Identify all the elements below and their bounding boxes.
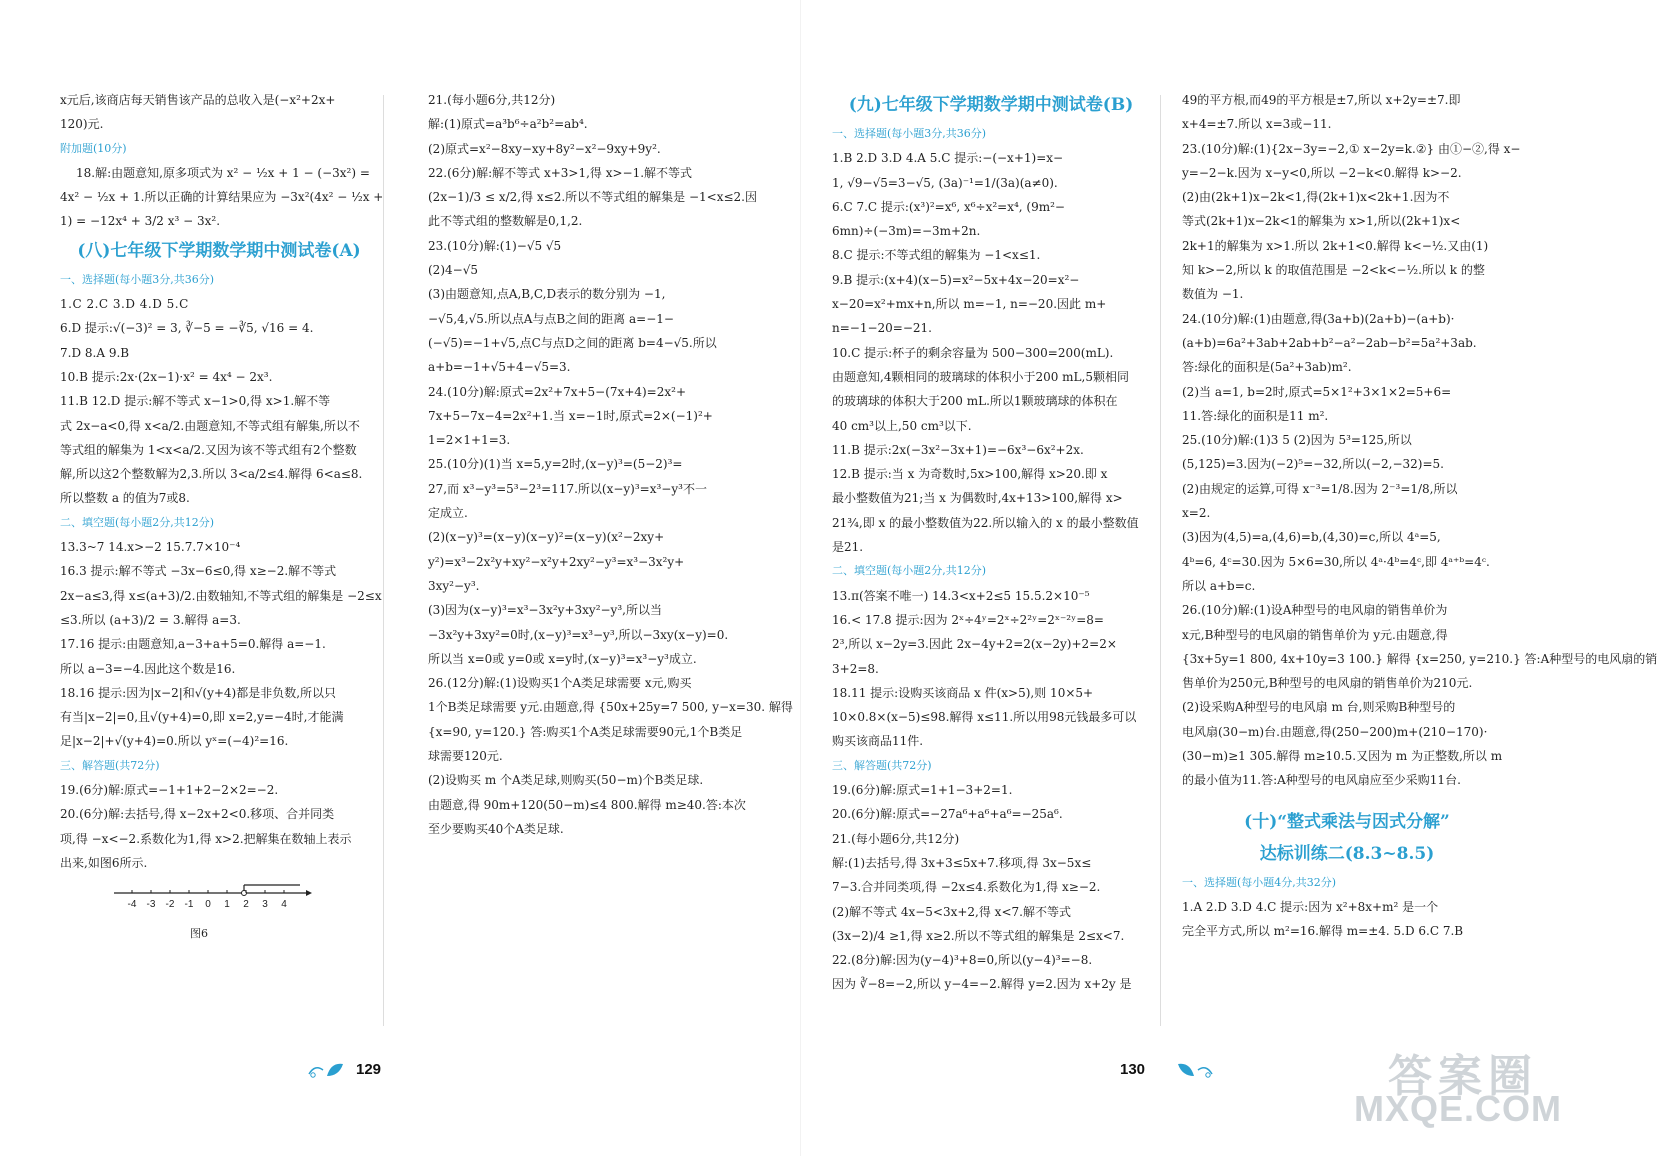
text-line: 8.C 提示:不等式组的解集为 −1<x≤1. <box>832 248 1041 263</box>
text-line: 1.C 2.C 3.D 4.D 5.C <box>60 297 189 312</box>
page-gutter <box>800 0 801 1156</box>
section-title: (九)七年级下学期数学期中测试卷(B) <box>848 95 1134 115</box>
text-line: 7.D 8.A 9.B <box>60 345 130 360</box>
text-line: 答:绿化的面积是(5a²+3ab)m². <box>1182 360 1352 375</box>
text-line: −3x²y+3xy²=0时,(x−y)³=x³−y³,所以−3xy(x−y)=0. <box>428 627 729 642</box>
text-line: 式 2x−a<0,得 x<a/2.由题意知,不等式组有解集,所以不 <box>60 418 360 433</box>
text-line: 21¾,即 x 的最小整数值为22.所以输入的 x 的最小整数值 <box>832 515 1139 530</box>
section-heading: 附加题(10分) <box>60 141 127 155</box>
text-line: 19.(6分)解:原式=1+1−3+2=1. <box>832 783 1013 798</box>
section-title: (十)“整式乘法与因式分解” <box>1244 811 1450 832</box>
text-line: x=2. <box>1182 506 1211 521</box>
text-line: 由题意,得 90m+120(50−m)≤4 800.解得 m≥40.答:本次 <box>428 797 746 812</box>
text-line: {3x+5y=1 800, 4x+10y=3 100.} 解得 {x=250, y=210.} 答:A种型号的电风扇的销 <box>1182 651 1657 666</box>
text-line: 球需要120元. <box>428 749 503 764</box>
text-line: 2k+1的解集为 x>1.所以 2k+1<0.解得 k<−½.又由(1) <box>1182 238 1489 253</box>
number-line-label: -2 <box>165 899 175 911</box>
column-4 <box>1182 88 1657 944</box>
text-line: 所以 a−3=−4.因此这个数是16. <box>60 661 236 676</box>
text-line: 20.(6分)解:原式=−27a⁶+a⁶+a⁶=−25a⁶. <box>832 807 1063 822</box>
text-line: 7x+5−7x−4=2x²+1.当 x=−1时,原式=2×(−1)²+ <box>428 408 713 423</box>
text-line: (2x−1)/3 ≤ x/2,得 x≤2.所以不等式组的解集是 −1<x≤2.因 <box>428 190 757 205</box>
section-heading: 三、解答题(共72分) <box>832 758 932 772</box>
text-line: 11.B 12.D 提示:解不等式 x−1>0,得 x>1.解不等 <box>60 394 331 409</box>
text-line: 25.(10分)(1)当 x=5,y=2时,(x−y)³=(5−2)³= <box>428 457 683 472</box>
text-line: 3xy²−y³. <box>428 578 480 593</box>
text-line: 购买该商品11件. <box>832 734 924 749</box>
text-line: 完全平方式,所以 m²=16.解得 m=±4. 5.D 6.C 7.B <box>1182 924 1464 939</box>
text-line: 20.(6分)解:去括号,得 x−2x+2<0.移项、合并同类 <box>60 807 335 822</box>
text-line: 13.3~7 14.x>−2 15.7.7×10⁻⁴ <box>60 540 241 555</box>
text-line: (2)(x−y)³=(x−y)(x−y)²=(x−y)(x²−2xy+ <box>428 530 665 545</box>
text-line: y=−2−k.因为 x−y<0,所以 −2−k<0.解得 k>−2. <box>1182 165 1462 180</box>
text-line: 1.A 2.D 3.D 4.C 提示:因为 x²+8x+m² 是一个 <box>1182 899 1439 914</box>
number-line-label: -4 <box>127 899 137 911</box>
text-line: x+4=±7.所以 x=3或−11. <box>1182 117 1332 132</box>
text-line: a+b=−1+√5+4−√5=3. <box>428 360 571 375</box>
text-line: 由题意知,4颗相同的玻璃球的体积小于200 mL,5颗相同 <box>832 369 1129 384</box>
text-line: ≤3.所以 (a+3)/2 = 3.解得 a=3. <box>60 612 241 627</box>
text-line: 10.B 提示:2x·(2x−1)·x² = 4x⁴ − 2x³. <box>60 369 273 384</box>
text-line: 数值为 −1. <box>1182 287 1244 302</box>
text-line: 解:(1)去括号,得 3x+3≤5x+7.移项,得 3x−5x≤ <box>832 855 1092 870</box>
text-line: 电风扇(30−m)台.由题意,得(250−200)m+(210−170)· <box>1182 724 1488 739</box>
text-line: −√5,4,√5.所以点A与点B之间的距离 a=−1− <box>428 311 674 326</box>
number-line-label: 4 <box>281 899 287 911</box>
text-line: (2)原式=x²−8xy−xy+8y²−x²−9xy+9y². <box>428 141 661 156</box>
text-line: 有当|x−2|=0,且√(y+4)=0,即 x=2,y=−4时,才能满 <box>60 710 344 725</box>
watermark-logo: 答案圈 <box>1388 1052 1538 1101</box>
text-line: 1) = −12x⁴ + 3/2 x³ − 3x². <box>60 214 221 229</box>
text-line: 6.D 提示:√(−3)² = 3, ∛−5 = −∛5, √16 = 4. <box>60 321 314 336</box>
text-line: (2)由规定的运算,可得 x⁻³=1/8.因为 2⁻³=1/8,所以 <box>1182 481 1458 496</box>
column-divider <box>1160 95 1161 1026</box>
text-line: 最小整数值为21;当 x 为偶数时,4x+13>100,解得 x> <box>832 491 1123 506</box>
text-line: 25.(10分)解:(1)3 5 (2)因为 5³=125,所以 <box>1182 433 1412 448</box>
text-line: 1个B类足球需要 y元.由题意,得 {50x+25y=7 500, y−x=30. 解得 <box>428 700 793 715</box>
text-line: (3)由题意知,点A,B,C,D表示的数分别为 −1, <box>428 287 666 302</box>
text-line: 1.B 2.D 3.D 4.A 5.C 提示:−(−x+1)=x− <box>832 151 1064 166</box>
text-line: 是21. <box>832 540 864 555</box>
text-line: 49的平方根,而49的平方根是±7,所以 x+2y=±7.即 <box>1182 93 1461 107</box>
text-line: 18.16 提示:因为|x−2|和√(y+4)都是非负数,所以只 <box>60 685 337 700</box>
leaf-ornament-icon <box>305 1060 349 1080</box>
column-divider <box>383 95 384 1026</box>
text-line: 11.B 提示:2x(−3x²−3x+1)=−6x³−6x²+2x. <box>832 442 1084 457</box>
number-line-label: -3 <box>146 899 156 911</box>
text-line: 所以当 x=0或 y=0或 x=y时,(x−y)³=x³−y³成立. <box>428 651 697 666</box>
text-line: (3)因为(4,5)=a,(4,6)=b,(4,30)=c,所以 4ᵃ=5, <box>1182 530 1441 545</box>
number-line-label: 0 <box>205 899 211 911</box>
section-subtitle: 达标训练二(8.3~8.5) <box>1259 843 1435 864</box>
text-line: (−√5)=−1+√5,点C与点D之间的距离 b=4−√5.所以 <box>428 335 717 350</box>
text-line: 22.(8分)解:因为(y−4)³+8=0,所以(y−4)³=−8. <box>832 953 1093 968</box>
text-line: 24.(10分)解:(1)由题意,得(3a+b)(2a+b)−(a+b)· <box>1182 311 1455 326</box>
text-line: 项,得 −x<−2.系数化为1,得 x>2.把解集在数轴上表示 <box>60 831 352 846</box>
column-2 <box>428 88 793 841</box>
section-heading: 一、选择题(每小题3分,共36分) <box>832 127 987 140</box>
number-line-label: 2 <box>243 899 249 911</box>
text-line: (30−m)≥1 305.解得 m≥10.5.又因为 m 为正整数,所以 m <box>1182 749 1503 764</box>
section-heading: 二、填空题(每小题2分,共12分) <box>60 515 215 529</box>
text-line: 售单价为250元,B种型号的电风扇的销售单价为210元. <box>1182 676 1473 691</box>
column-3 <box>832 88 1150 997</box>
column-1 <box>60 88 384 942</box>
text-line: (2)设采购A种型号的电风扇 m 台,则采购B种型号的 <box>1182 700 1456 715</box>
text-line: x−20=x²+mx+n,所以 m=−1, n=−20.因此 m+ <box>832 297 1107 312</box>
text-line: 所以 a+b=c. <box>1182 578 1256 593</box>
text-line: 120)元. <box>60 117 104 132</box>
text-line: 24.(10分)解:原式=2x²+7x+5−(7x+4)=2x²+ <box>428 384 687 399</box>
text-line: 等式组的解集为 1<x<a/2.又因为该不等式组有2个整数 <box>60 442 357 457</box>
page-number: 130 <box>1120 1061 1146 1078</box>
section-heading: 二、填空题(每小题2分,共12分) <box>832 564 987 578</box>
text-line: (3x−2)/4 ≥1,得 x≥2.所以不等式组的解集是 2≤x<7. <box>832 928 1125 943</box>
text-line: 16.< 17.8 提示:因为 2ˣ÷4ʸ=2ˣ÷2²ʸ=2ˣ⁻²ʸ=8= <box>832 612 1104 627</box>
text-line: 此不等式组的整数解是0,1,2. <box>428 214 583 229</box>
text-line: 40 cm³以上,50 cm³以下. <box>832 418 972 433</box>
text-line: 所以整数 a 的值为7或8. <box>60 491 190 506</box>
text-line: 4ᵇ=6, 4ᶜ=30.因为 5×6=30,所以 4ᵃ·4ᵇ=4ᶜ,即 4ᵃ⁺ᵇ=4ᶜ. <box>1182 554 1490 569</box>
text-line: 等式(2k+1)x−2k<1的解集为 x>1,所以(2k+1)x< <box>1182 214 1461 229</box>
text-line: 1, √9−√5=3−√5, (3a)⁻¹=1/(3a)(a≠0). <box>832 175 1058 190</box>
text-line: 26.(12分)解:(1)设购买1个A类足球需要 x元,购买 <box>428 676 692 691</box>
text-line: 19.(6分)解:原式=−1+1+2−2×2=−2. <box>60 783 279 798</box>
text-line: 16.3 提示:解不等式 −3x−6≤0,得 x≥−2.解不等式 <box>60 564 337 579</box>
text-line: 因为 ∛−8=−2,所以 y−4=−2.解得 y=2.因为 x+2y 是 <box>832 977 1132 992</box>
leaf-ornament-icon <box>1172 1060 1216 1080</box>
text-line: 18.11 提示:设购买该商品 x 件(x>5),则 10×5+ <box>832 685 1094 700</box>
number-line-figure <box>110 883 378 941</box>
page-number: 129 <box>356 1061 382 1078</box>
section-heading: 一、选择题(每小题4分,共32分) <box>1182 875 1337 889</box>
number-line-label: 1 <box>224 899 230 911</box>
text-line: 解:(1)原式=a³b⁶÷a²b²=ab⁴. <box>428 117 588 132</box>
text-line: 22.(6分)解:解不等式 x+3>1,得 x>−1.解不等式 <box>428 165 693 180</box>
section-heading: 三、解答题(共72分) <box>60 758 160 772</box>
text-line: (2)设购买 m 个A类足球,则购买(50−m)个B类足球. <box>428 773 704 788</box>
text-line: 4x² − ½x + 1.所以正确的计算结果应为 −3x²(4x² − ½x + <box>60 190 384 205</box>
text-line: 7−3.合并同类项,得 −2x≤4.系数化为1,得 x≥−2. <box>832 880 1101 895</box>
text-line: x元,B种型号的电风扇的销售单价为 y元.由题意,得 <box>1182 627 1448 642</box>
text-line: (a+b)=6a²+3ab+2ab+b²−a²−2ab−b²=5a²+3ab. <box>1182 335 1477 350</box>
text-line: 13.π(答案不唯一) 14.3<x+2≤5 15.5.2×10⁻⁵ <box>832 588 1090 603</box>
figure-caption: 图6 <box>190 926 208 940</box>
number-line-label: 3 <box>262 899 268 911</box>
text-line: 10×0.8×(x−5)≤98.解得 x≤11.所以用98元钱最多可以 <box>832 710 1137 725</box>
text-line: (2)当 a=1, b=2时,原式=5×1²+3×1×2=5+6= <box>1182 384 1452 399</box>
text-line: 2³,所以 x−2y=3.因此 2x−4y+2=2(x−2y)+2=2× <box>832 637 1117 652</box>
text-line: (5,125)=3.因为(−2)⁵=−32,所以(−2,−32)=5. <box>1182 457 1444 472</box>
text-line: (2)4−√5 <box>428 263 478 278</box>
section-heading: 一、选择题(每小题3分,共36分) <box>60 272 215 286</box>
text-line: 至少要购买40个A类足球. <box>428 821 564 836</box>
text-line: 10.C 提示:杯子的剩余容量为 500−300=200(mL). <box>832 345 1114 360</box>
text-line: (2)由(2k+1)x−2k<1,得(2k+1)x<2k+1.因为不 <box>1182 190 1450 205</box>
text-line: 的玻璃球的体积大于200 mL.所以1颗玻璃球的体积在 <box>832 394 1118 409</box>
text-line: 2x−a≤3,得 x≤(a+3)/2.由数轴知,不等式组的解集是 −2≤x <box>60 588 382 603</box>
section-title: (八)七年级下学期数学期中测试卷(A) <box>77 240 361 261</box>
text-line: x元后,该商店每天销售该产品的总收入是(−x²+2x+ <box>60 93 336 107</box>
text-line: 26.(10分)解:(1)设A种型号的电风扇的销售单价为 <box>1182 603 1448 618</box>
text-line: 21.(每小题6分,共12分) <box>832 831 960 846</box>
text-line: 3+2=8. <box>832 661 879 676</box>
text-line: 的最小值为11.答:A种型号的电风扇应至少采购11台. <box>1182 773 1461 788</box>
text-line: n=−1−20=−21. <box>832 321 932 336</box>
text-line: {x=90, y=120.} 答:购买1个A类足球需要90元,1个B类足 <box>428 724 743 739</box>
watermark-url: MXQE.COM <box>1353 1088 1562 1129</box>
text-line: (2)解不等式 4x−5<3x+2,得 x<7.解不等式 <box>832 904 1071 919</box>
text-line: 21.(每小题6分,共12分) <box>428 93 556 107</box>
text-line: 23.(10分)解:(1){2x−3y=−2,① x−2y=k.②} 由①−②,得 x− <box>1182 141 1521 156</box>
number-line-label: -1 <box>184 899 194 911</box>
text-line: 12.B 提示:当 x 为奇数时,5x>100,解得 x>20.即 x <box>832 467 1108 482</box>
text-line: 解,所以这2个整数解为2,3.所以 3<a/2≤4.解得 6<a≤8. <box>60 467 363 482</box>
text-line: 9.B 提示:(x+4)(x−5)=x²−5x+4x−20=x²− <box>832 272 1080 287</box>
text-line: 18.解:由题意知,原多项式为 x² − ½x + 1 − (−3x²) = <box>76 165 370 180</box>
text-line: 6mn)÷(−3m)=−3m+2n. <box>832 224 981 239</box>
number-line <box>110 883 310 917</box>
text-line: 11.答:绿化的面积是11 m². <box>1182 408 1329 423</box>
text-line: 出来,如图6所示. <box>60 855 148 870</box>
text-line: 定成立. <box>428 506 468 521</box>
text-line: 23.(10分)解:(1)−√5 √5 <box>428 238 562 253</box>
text-line: 6.C 7.C 提示:(x³)²=x⁶, x⁶÷x²=x⁴, (9m²− <box>832 199 1065 214</box>
text-line: 27,而 x³−y³=5³−2³=117.所以(x−y)³=x³−y³不一 <box>428 481 707 496</box>
text-line: 知 k>−2,所以 k 的取值范围是 −2<k<−½.所以 k 的整 <box>1182 263 1485 278</box>
text-line: y²)=x³−2x²y+xy²−x²y+2xy²−y³=x³−3x²y+ <box>428 554 685 569</box>
text-line: 足|x−2|+√(y+4)=0.所以 yˣ=(−4)²=16. <box>60 734 289 749</box>
text-line: 1=2×1+1=3. <box>428 433 511 448</box>
text-line: 17.16 提示:由题意知,a−3+a+5=0.解得 a=−1. <box>60 637 326 652</box>
text-line: (3)因为(x−y)³=x³−3x²y+3xy²−y³,所以当 <box>428 603 662 618</box>
